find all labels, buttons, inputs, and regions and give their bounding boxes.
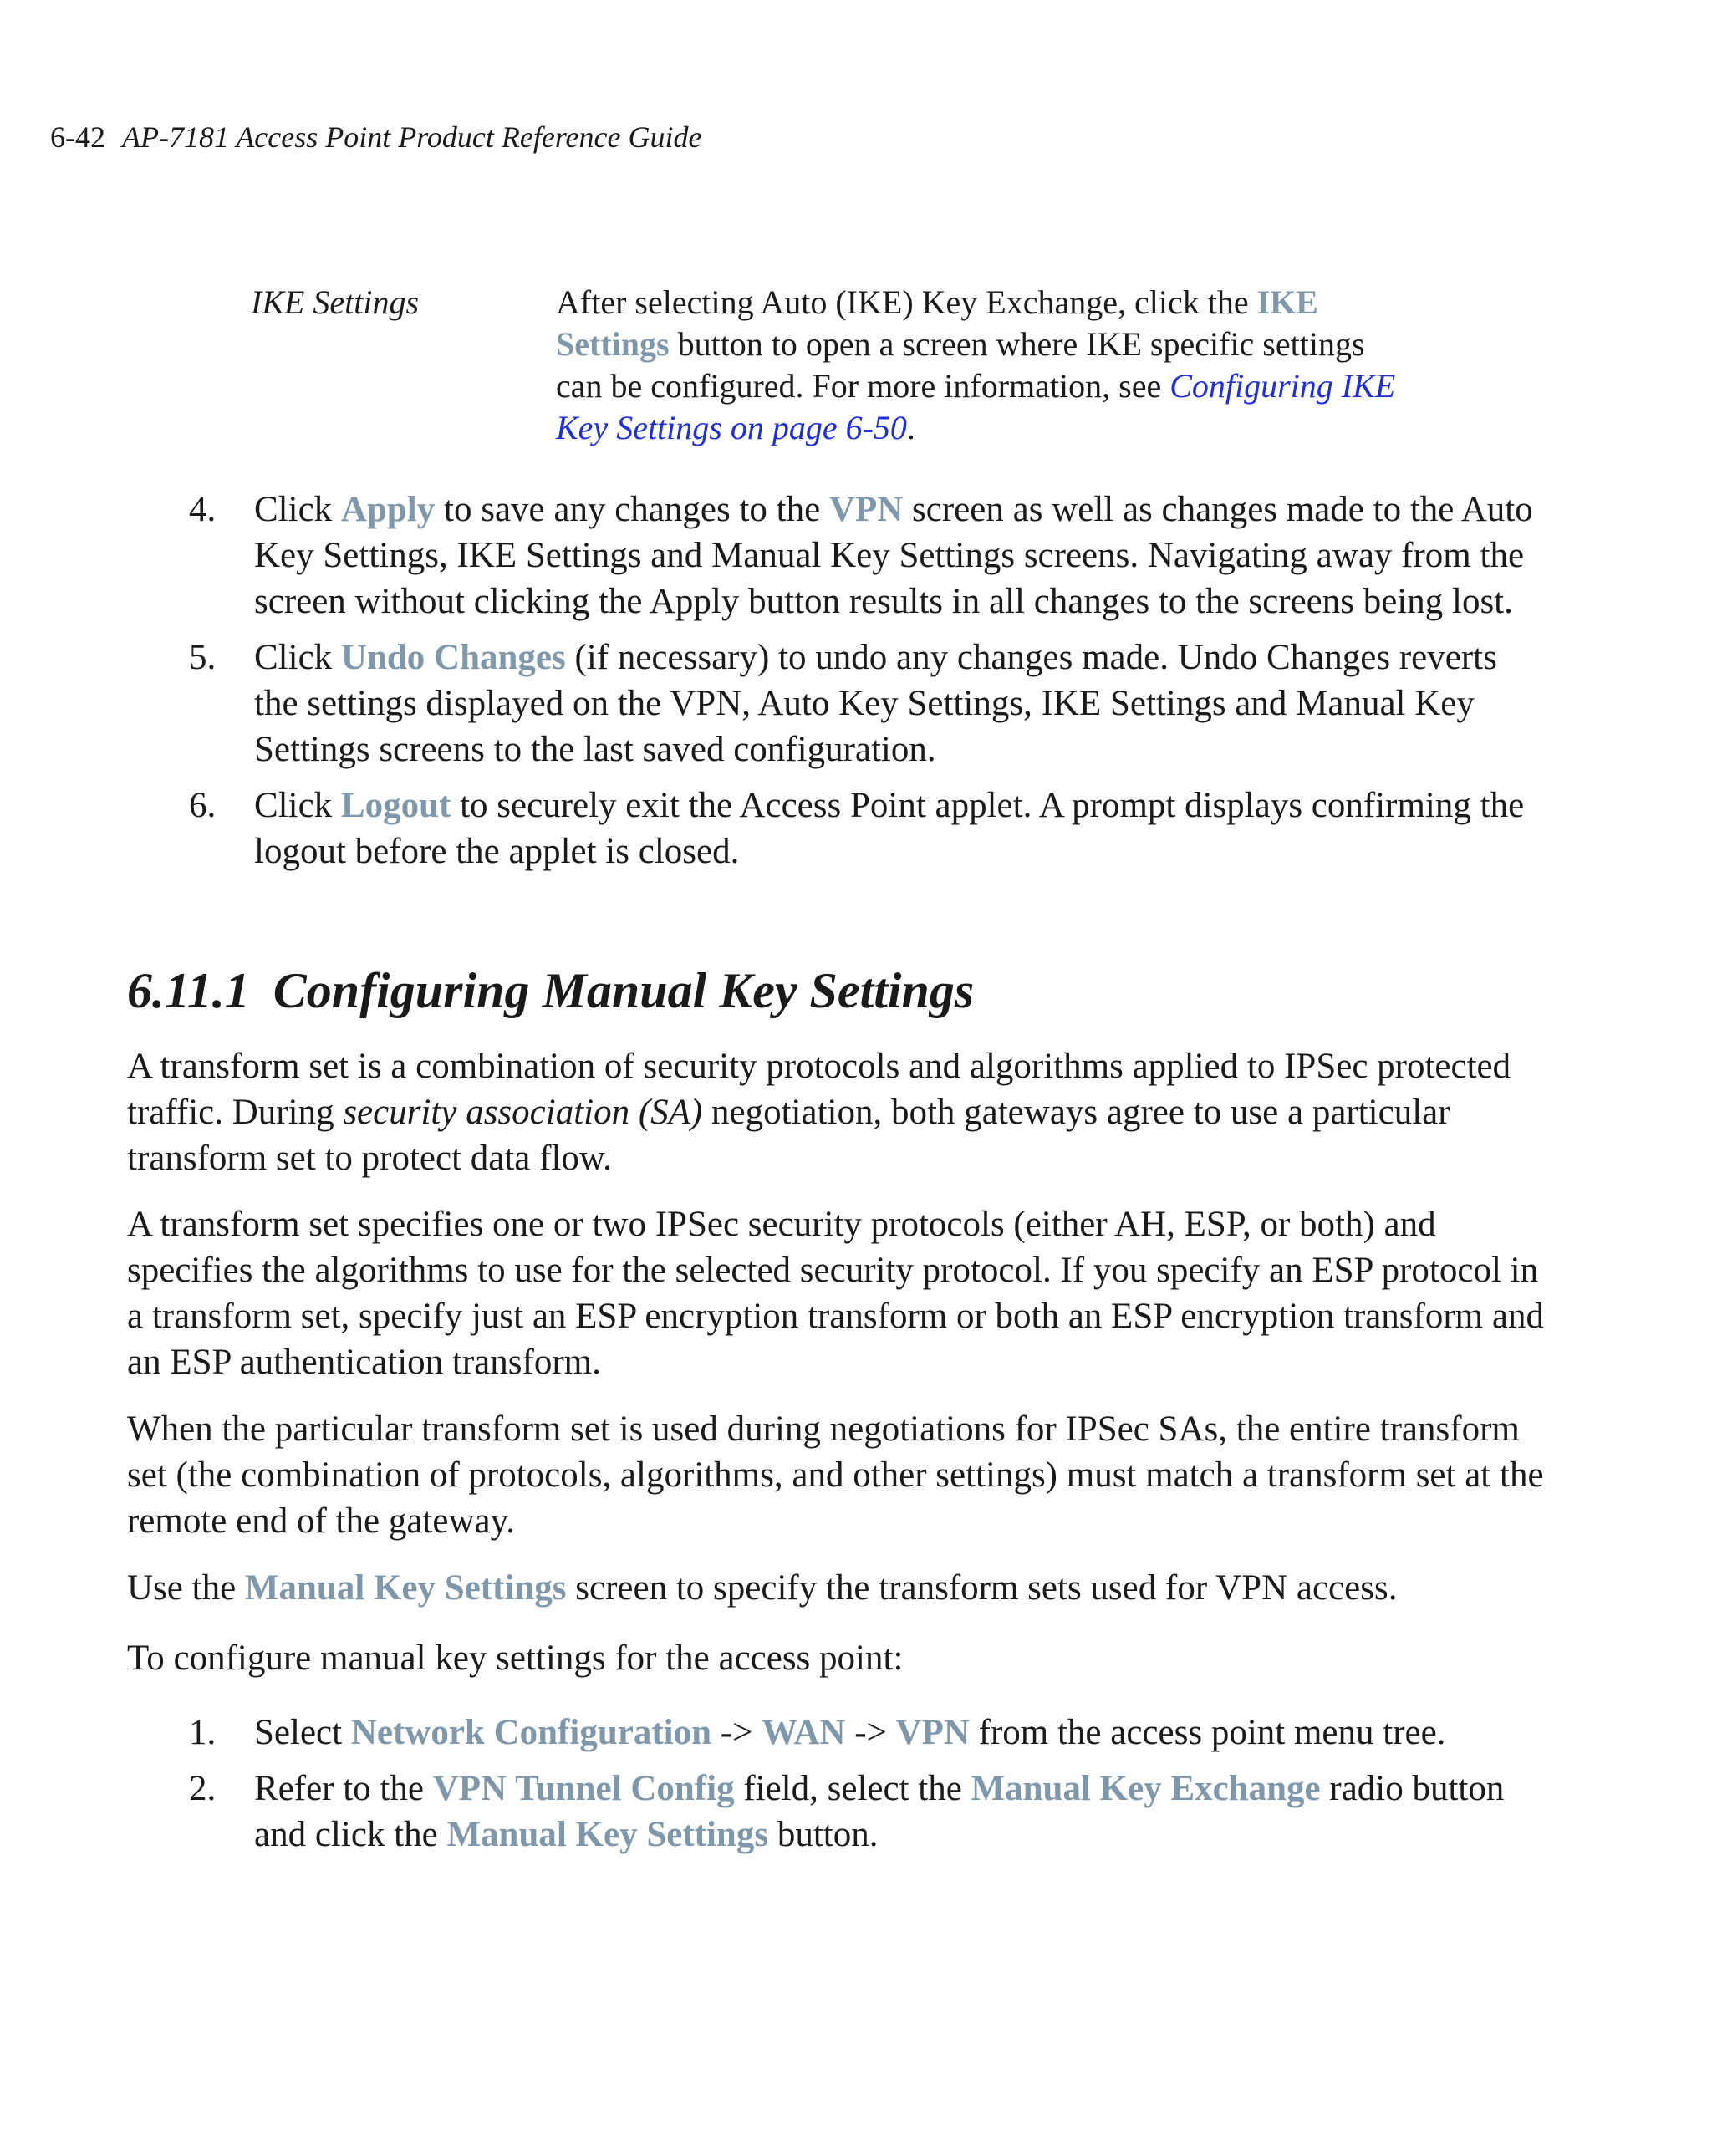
procedure-steps	[167, 1710, 1538, 1868]
text-run: A transform set is a combination of security protocols and algorithms applied to IPSec protected traffic. During	[127, 1047, 1511, 1132]
running-head	[50, 117, 701, 157]
step-number: 2.	[189, 1769, 217, 1808]
text-run: Select	[254, 1713, 351, 1752]
text-run: radio button and click the	[254, 1769, 1505, 1854]
step-item	[167, 487, 1538, 624]
paragraph-transform-set-protocols: A transform set specifies one or two IPSec security protocols (either AH, ESP, or both) and specifies the algorithms to use for the selected security protocol. If you specify an ESP protocol in a transform set, specify just an ESP encryption transform or both an ESP encryption transform and an ESP authentication transform.	[127, 1205, 1544, 1382]
step-number: 1.	[189, 1713, 217, 1752]
logout-ui-ref: Logout	[340, 786, 451, 825]
paragraph-transform-set-definition	[127, 1043, 1548, 1181]
text-run: Click	[254, 638, 341, 677]
paragraph-transform-set-matching: When the particular transform set is used during negotiations for IPSec SAs, the entire transform set (the combination of protocols, algorithms, and other settings) must match a transform set at the remote end of the gateway.	[127, 1409, 1544, 1541]
text-run: button to open a screen where IKE specific settings can be configured. For more information, see	[556, 325, 1365, 405]
step-number: 4.	[189, 490, 217, 529]
text-run: button.	[768, 1815, 879, 1854]
text-run: field, select the	[734, 1769, 971, 1808]
step-item	[167, 1766, 1538, 1858]
text-run: screen as well as changes made to the Auto Key Settings, IKE Settings and Manual Key Settings screens. Navigating away from the screen without clicking the Apply button results in all changes to the screens being lost.	[254, 490, 1533, 621]
text-run: ->	[711, 1713, 762, 1752]
text-run: (if necessary) to undo any changes made. Undo Changes reverts the settings displayed on the VPN, Auto Key Settings, IKE Settings and Manual Key Settings screens to the last saved configuration.	[254, 638, 1497, 769]
text-run: to securely exit the Access Point applet. A prompt displays confirming the logout before the applet is closed.	[254, 786, 1525, 871]
step-item	[167, 635, 1538, 772]
vpn-ui-ref: VPN	[895, 1713, 970, 1752]
text-run: .	[906, 409, 915, 446]
step-item	[167, 782, 1538, 874]
text-run: Use the	[127, 1568, 245, 1608]
manual-key-settings-button-ui-ref: Manual Key Settings	[446, 1815, 769, 1854]
text-run: ->	[845, 1713, 896, 1752]
undo-changes-ui-ref: Undo Changes	[340, 638, 566, 677]
network-configuration-ui-ref: Network Configuration	[350, 1713, 712, 1752]
vpn-tunnel-config-ui-ref: VPN Tunnel Config	[432, 1769, 735, 1808]
guide-title: AP-7181 Access Point Product Reference Guide	[122, 120, 702, 154]
step-item	[167, 1710, 1538, 1756]
vpn-ui-ref: VPN	[828, 490, 904, 529]
configuring-ike-key-settings-link[interactable]: Configuring IKE Key Settings on page 6-50	[556, 367, 1396, 446]
section-number: 6.11.1	[127, 963, 250, 1018]
procedure-steps-continued	[167, 487, 1538, 884]
text-run: Click	[254, 490, 341, 529]
text-run: Refer to the	[254, 1769, 433, 1808]
text-run: screen to specify the transform sets used for VPN access.	[566, 1568, 1398, 1608]
page-number: 6-42	[50, 120, 105, 154]
manual-key-settings-ui-ref: Manual Key Settings	[244, 1568, 567, 1608]
text-run: from the access point menu tree.	[969, 1713, 1446, 1752]
ike-settings-term: IKE Settings	[251, 283, 420, 321]
step-number: 5.	[189, 638, 217, 677]
apply-ui-ref: Apply	[340, 490, 436, 529]
ike-settings-description	[556, 282, 1409, 449]
text-run: Click	[254, 786, 341, 825]
text-run: negotiation, both gateways agree to use a particular transform set to protect data flow.	[127, 1093, 1450, 1178]
section-title: Configuring Manual Key Settings	[273, 963, 975, 1018]
text-run: After selecting Auto (IKE) Key Exchange, click the	[556, 283, 1257, 321]
manual-key-exchange-ui-ref: Manual Key Exchange	[971, 1769, 1321, 1808]
wan-ui-ref: WAN	[762, 1713, 846, 1752]
ike-settings-ui-ref: IKE Settings	[556, 283, 1318, 363]
emphasis-sa: security association (SA)	[343, 1093, 703, 1132]
section-heading	[127, 960, 974, 1022]
text-run: to save any changes to the	[435, 490, 829, 529]
paragraph-procedure-intro: To configure manual key settings for the access point:	[127, 1639, 904, 1678]
paragraph-manual-key-screen	[127, 1565, 1548, 1611]
step-number: 6.	[189, 786, 217, 825]
